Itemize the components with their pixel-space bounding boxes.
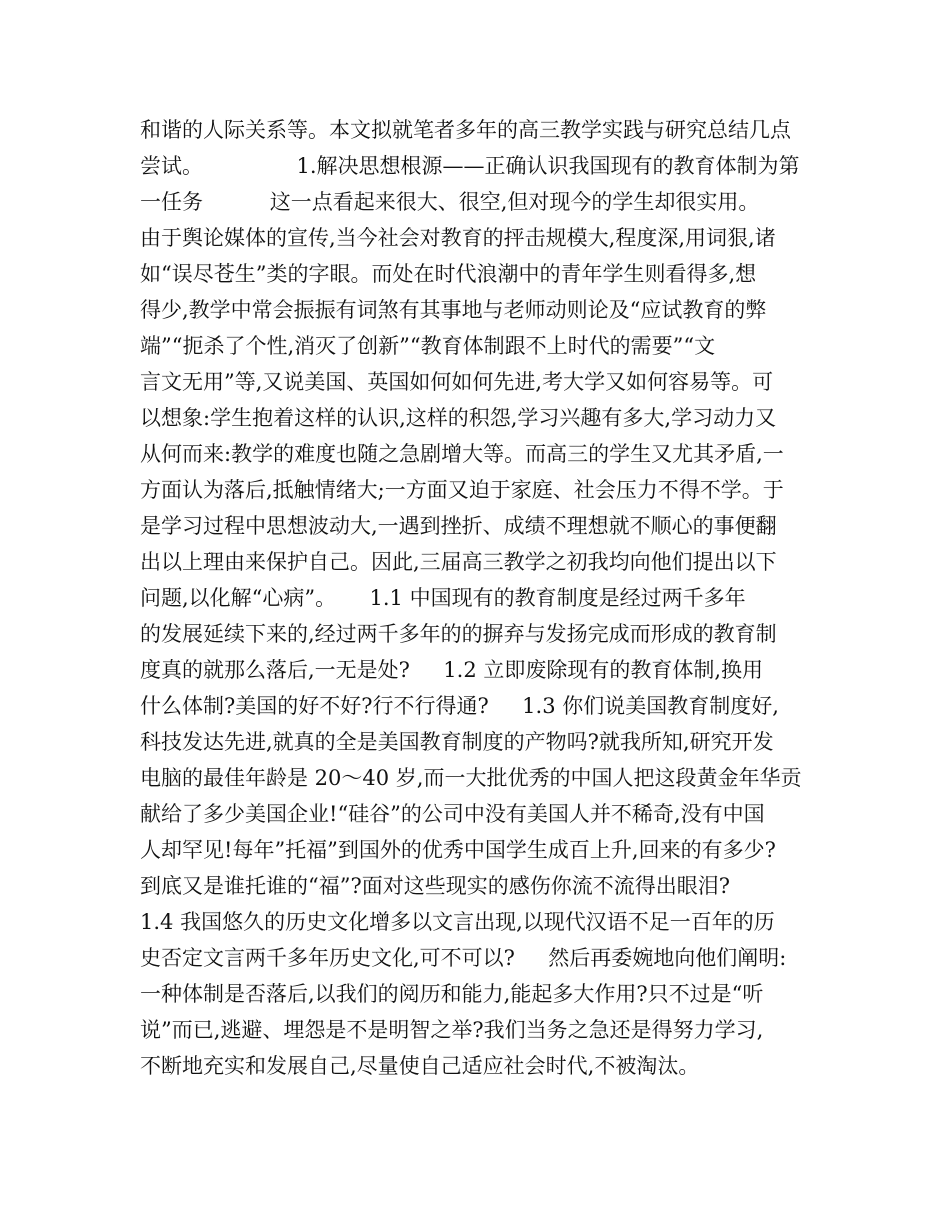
text-line: 尝试。 1.解决思想根源——正确认识我国现有的教育体制为第 [140,154,800,178]
text-line: 端”“扼杀了个性,消灭了创新”“教育体制跟不上时代的需要”“文 [140,334,716,358]
text-line: 献给了多少美国企业!“硅谷”的公司中没有美国人并不稀奇,没有中国 [140,802,765,826]
text-line: 史否定文言两千多年历史文化,可不可以? 然后再委婉地向他们阐明: [140,946,787,970]
body-text [140,112,840,1084]
text-line: 言文无用”等,又说美国、英国如何如何先进,考大学又如何容易等。可 [140,370,774,394]
text-line: 出以上理由来保护自己。因此,三届高三教学之初我均向他们提出以下 [140,550,777,574]
text-line: 什么体制?美国的好不好?行不行得通? 1.3 你们说美国教育制度好, [140,694,779,718]
text-line: 方面认为落后,抵触情绪大;一方面又迫于家庭、社会压力不得不学。于 [140,478,784,502]
text-line: 和谐的人际关系等。本文拟就笔者多年的高三教学实践与研究总结几点 [140,118,791,142]
text-line: 以想象:学生抱着这样的认识,这样的积怨,学习兴趣有多大,学习动力又 [140,406,777,430]
text-line: 一种体制是否落后,以我们的阅历和能力,能起多大作用?只不过是“听 [140,982,764,1006]
text-line: 问题,以化解“心病”。 1.1 中国现有的教育制度是经过两千多年 [140,586,746,610]
text-line: 是学习过程中思想波动大,一遇到挫折、成绩不理想就不顺心的事便翻 [140,514,777,538]
text-line: 一任务 这一点看起来很大、很空,但对现今的学生却很实用。 [140,190,760,214]
text-line: 1.4 我国悠久的历史文化增多以文言出现,以现代汉语不足一百年的历 [140,910,775,934]
text-line: 度真的就那么落后,一无是处? 1.2 立即废除现有的教育体制,换用 [140,658,764,682]
text-line: 科技发达先进,就真的全是美国教育制度的产物吗?就我所知,研究开发 [140,730,774,754]
text-line: 电脑的最佳年龄是 20～40 岁,而一大批优秀的中国人把这段黄金年华贡 [140,766,802,790]
text-line: 如“误尽苍生”类的字眼。而处在时代浪潮中的青年学生则看得多,想 [140,262,757,286]
text-line: 得少,教学中常会振振有词煞有其事地与老师动则论及“应试教育的弊 [140,298,767,322]
text-line: 由于舆论媒体的宣传,当今社会对教育的抨击规模大,程度深,用词狠,诸 [140,226,776,250]
text-line: 不断地充实和发展自己,尽量使自己适应社会时代,不被淘汰。 [140,1054,700,1078]
text-line: 到底又是谁托谁的“福”?面对这些现实的感伤你流不流得出眼泪? [140,874,730,898]
text-line: 说”而已,逃避、埋怨是不是明智之举?我们当务之急还是得努力学习, [140,1018,764,1042]
text-line: 的发展延续下来的,经过两千多年的的摒弃与发扬完成而形成的教育制 [140,622,777,646]
text-line: 从何而来:教学的难度也随之急剧增大等。而高三的学生又尤其矛盾,一 [140,442,784,466]
text-line: 人却罕见!每年”托福”到国外的优秀中国学生成百上升,回来的有多少? [140,838,776,862]
